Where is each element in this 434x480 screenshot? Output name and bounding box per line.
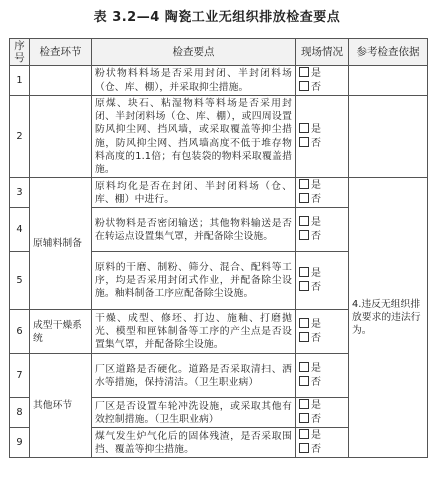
check-point: 原料的干磨、制粉、筛分、混合、配料等工序，均是否采用封闭式作业，并配备除尘设施。釉料制备工序应配备除尘设施。 [92,252,296,310]
stage-forming-drying: 成型干燥系统 [30,310,92,354]
status-cell [296,208,349,252]
option-yes-label: 是 [311,68,321,79]
check-point: 煤气发生炉气化后的固体残渣，是否采取围挡、覆盖等抑尘措施。 [92,428,296,458]
check-point: 厂区道路是否硬化。道路是否采取清扫、洒水等措施，保持清洁。（卫生职业病） [92,354,296,398]
table-row [10,178,428,208]
row-number: 3 [10,178,30,208]
table-row [10,96,428,178]
checkbox-no[interactable] [299,281,309,291]
status-cell [296,96,349,178]
checkbox-yes[interactable] [299,179,309,189]
header-no: 序号 [10,39,30,66]
status-cell [296,66,349,96]
checkbox-no[interactable] [299,81,309,91]
option-yes-label: 是 [311,430,321,442]
row-number: 5 [10,252,30,310]
table-title: 表 3.2—4 陶瓷工业无组织排放检查要点 [93,10,341,25]
check-point: 原煤、块石、粘湿物料等料场是否采用封闭、半封闭料场（仓、库、棚），或四周设置防风抑尘网、挡风墙，或采取覆盖等抑尘措施，防风抑尘网、挡风墙高度不低于堆存物料高度的1.1倍；有包装袋的物料采取覆盖措施。 [92,96,296,178]
option-no-label: 否 [311,281,321,293]
status-cell [296,310,349,354]
checkbox-no[interactable] [299,443,309,453]
checkbox-yes[interactable] [299,399,309,409]
checkbox-no[interactable] [299,137,309,147]
status-cell [296,398,349,428]
checkbox-no[interactable] [299,230,309,240]
row-number: 2 [10,96,30,178]
option-yes-label: 是 [311,400,321,412]
checkbox-no[interactable] [299,413,309,423]
option-no-label: 否 [311,376,321,388]
table-row [10,66,428,96]
checkbox-yes[interactable] [299,123,309,133]
option-no-label: 否 [311,137,321,149]
reference-cell [349,66,428,96]
row-number: 7 [10,354,30,398]
checkbox-yes[interactable] [299,67,309,77]
option-no-label: 否 [311,413,321,425]
header-point: 检查要点 [92,39,296,66]
inspection-table [9,38,428,458]
row-number: 1 [10,66,30,96]
checkbox-yes[interactable] [299,318,309,328]
checkbox-yes[interactable] [299,429,309,439]
option-yes-label: 是 [311,180,321,192]
header-ref: 参考检查依据 [349,39,428,66]
header-row [10,39,428,66]
status-cell [296,178,349,208]
option-no-label: 否 [311,81,321,93]
status-cell [296,354,349,398]
check-point: 粉状物料料场是否采用封闭、半封闭料场（仓、库、棚），并采取抑尘措施。 [92,66,296,96]
option-no-label: 否 [311,332,321,344]
row-number: 6 [10,310,30,354]
stage-cell [30,66,92,96]
option-yes-label: 是 [311,217,321,229]
option-yes-label: 是 [311,319,321,331]
stage-cell [30,96,92,178]
option-yes-label: 是 [311,268,321,280]
reference-cell [349,96,428,178]
header-status: 现场情况 [296,39,349,66]
option-yes-label: 是 [311,363,321,375]
check-point: 原料均化是否在封闭、半封闭料场（仓、库、棚）中进行。 [92,178,296,208]
header-stage: 检查环节 [30,39,92,66]
checkbox-yes[interactable] [299,362,309,372]
row-number: 4 [10,208,30,252]
option-no-label: 否 [311,193,321,205]
stage-raw-material: 原辅料制备 [30,178,92,310]
status-cell [296,428,349,458]
option-no-label: 否 [311,443,321,455]
checkbox-no[interactable] [299,193,309,203]
checkbox-no[interactable] [299,376,309,386]
checkbox-yes[interactable] [299,267,309,277]
stage-other: 其他环节 [30,354,92,458]
reference-text: 4.违反无组织排放要求的违法行为。 [349,178,428,458]
checkbox-yes[interactable] [299,216,309,226]
check-point: 干燥、成型、修坯、打边、施釉、打磨抛光、模型和匣钵制备等工序的产尘点是否设置集气罩，并配备除尘设施。 [92,310,296,354]
row-number: 8 [10,398,30,428]
check-point: 厂区是否设置车轮冲洗设施，或采取其他有效控制措施。（卫生职业病） [92,398,296,428]
row-number: 9 [10,428,30,458]
checkbox-no[interactable] [299,332,309,342]
status-cell [296,252,349,310]
option-no-label: 否 [311,230,321,242]
option-yes-label: 是 [311,124,321,136]
check-point: 粉状物料是否密闭输送；其他物料输送是否在转运点设置集气罩，并配备除尘设施。 [92,208,296,252]
